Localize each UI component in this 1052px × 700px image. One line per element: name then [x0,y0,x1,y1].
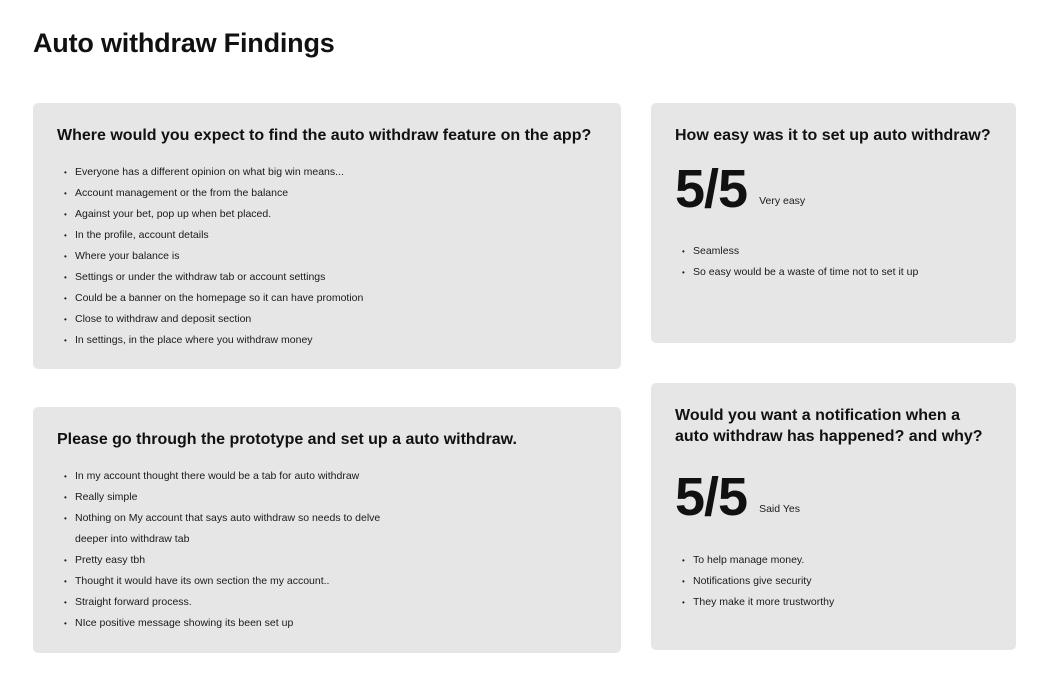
list-item: • Everyone has a different opinion on what big win means... [57,162,597,183]
list-item: • Nothing on My account that says auto withdraw so needs to delve [57,508,597,529]
bullet-icon: • [64,273,67,282]
page-title: Auto withdraw Findings [33,28,335,58]
bullet-icon: • [682,556,685,565]
bullet-icon: • [64,556,67,565]
list-item: • Seamless [675,241,992,262]
list-item: • Pretty easy tbh [57,550,597,571]
bullet-icon: • [64,294,67,303]
list-item: • Really simple [57,487,597,508]
list-item-continuation: deeper into withdraw tab [75,533,190,545]
bullet-icon: • [64,210,67,219]
ease-findings-card [651,103,1016,343]
card-question: Would you want a notification when a auto withdraw has happened? and why? [675,407,983,445]
bullet-icon: • [64,472,67,481]
bullet-icon: • [64,514,67,523]
prototype-findings-card [33,407,621,653]
score-label: Very easy [759,195,806,207]
list-item: • Where your balance is [57,246,597,267]
list-item: • To help manage money. [675,550,992,571]
answer-list [57,162,597,351]
card-question: Please go through the prototype and set up a auto withdraw. [57,431,517,448]
answer-list [675,241,992,283]
bullet-icon: • [64,315,67,324]
score-value: 5/5 [675,467,748,527]
bullet-icon: • [64,231,67,240]
list-item: • Close to withdraw and deposit section [57,309,597,330]
list-item: • Settings or under the withdraw tab or account settings [57,267,597,288]
bullet-icon: • [682,247,685,256]
list-item: • Straight forward process. [57,592,597,613]
bullet-icon: • [64,189,67,198]
bullet-icon: • [64,493,67,502]
list-item: • In my account thought there would be a tab for auto withdraw [57,466,597,487]
list-item: • In the profile, account details [57,225,597,246]
list-item: • In settings, in the place where you withdraw money [57,330,597,351]
list-item: • Notifications give security [675,571,992,592]
notification-findings-card [651,383,1016,650]
bullet-icon: • [682,598,685,607]
location-findings-card [33,103,621,369]
score-label: Said Yes [759,503,800,515]
bullet-icon: • [64,168,67,177]
bullet-icon: • [64,577,67,586]
bullet-icon: • [64,619,67,628]
bullet-icon: • [682,577,685,586]
score-row [675,467,992,527]
score-value: 5/5 [675,159,748,219]
card-question: Where would you expect to find the auto withdraw feature on the app? [57,127,592,144]
bullet-icon: • [682,268,685,277]
list-item: • Against your bet, pop up when bet placed. [57,204,597,225]
list-item: • Account management or the from the balance [57,183,597,204]
bullet-icon: • [64,336,67,345]
list-item: • They make it more trustworthy [675,592,992,613]
list-item: • Could be a banner on the homepage so it can have promotion [57,288,597,309]
answer-list [675,550,992,613]
card-question: How easy was it to set up auto withdraw? [675,127,991,144]
bullet-icon: • [64,252,67,261]
list-item: • Thought it would have its own section the my account.. [57,571,597,592]
score-row [675,159,992,219]
answer-list [57,466,597,634]
list-item: • So easy would be a waste of time not to set it up [675,262,992,283]
bullet-icon: • [64,598,67,607]
list-item: • NIce positive message showing its been set up [57,613,597,634]
